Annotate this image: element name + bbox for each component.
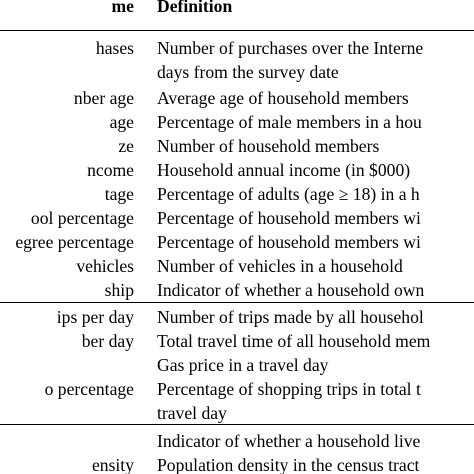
row-definition: Percentage of household members wi (157, 232, 421, 252)
row-name: egree percentage (15, 232, 134, 252)
row-name: hases (95, 38, 134, 58)
row-definition: Population density in the census tract (157, 455, 420, 474)
row-definition: Number of vehicles in a household (157, 256, 403, 276)
row-name: ze (118, 136, 134, 156)
row-name: ber day (81, 331, 134, 351)
row-name: ips per day (56, 307, 134, 327)
row-definition: Indicator of whether a household live (157, 431, 421, 451)
row-name: ool percentage (30, 208, 134, 228)
row-name: o percentage (44, 379, 134, 399)
row-definition: Number of household members (157, 136, 380, 156)
row-definition: Household annual income (in $000) (157, 160, 411, 180)
row-definition: travel day (157, 403, 227, 423)
row-definition: Percentage of household members wi (157, 208, 421, 228)
row-definition: Percentage of adults (age ≥ 18) in a h (157, 184, 420, 204)
row-name: ship (104, 280, 134, 300)
row-name: age (109, 112, 134, 132)
row-name: ensity (91, 455, 134, 474)
header-rule (0, 30, 474, 31)
row-definition: Percentage of shopping trips in total t (157, 379, 421, 399)
row-definition: Gas price in a travel day (157, 355, 329, 375)
section-rule (0, 424, 474, 425)
row-definition: days from the survey date (157, 62, 339, 82)
row-name: ncome (87, 160, 134, 180)
row-name: vehicles (76, 256, 134, 276)
header-name: me (111, 0, 134, 16)
row-definition: Percentage of male members in a hou (157, 112, 422, 132)
row-definition: Number of trips made by all househol (157, 307, 424, 327)
row-name: tage (104, 184, 134, 204)
header-definition: Definition (157, 0, 233, 16)
row-definition: Average age of household members (157, 88, 409, 108)
row-definition: Number of purchases over the Interne (157, 38, 424, 58)
section-rule (0, 302, 474, 303)
row-definition: Indicator of whether a household own (157, 280, 425, 300)
row-name: nber age (73, 88, 134, 108)
row-definition: Total travel time of all household mem (157, 331, 431, 351)
